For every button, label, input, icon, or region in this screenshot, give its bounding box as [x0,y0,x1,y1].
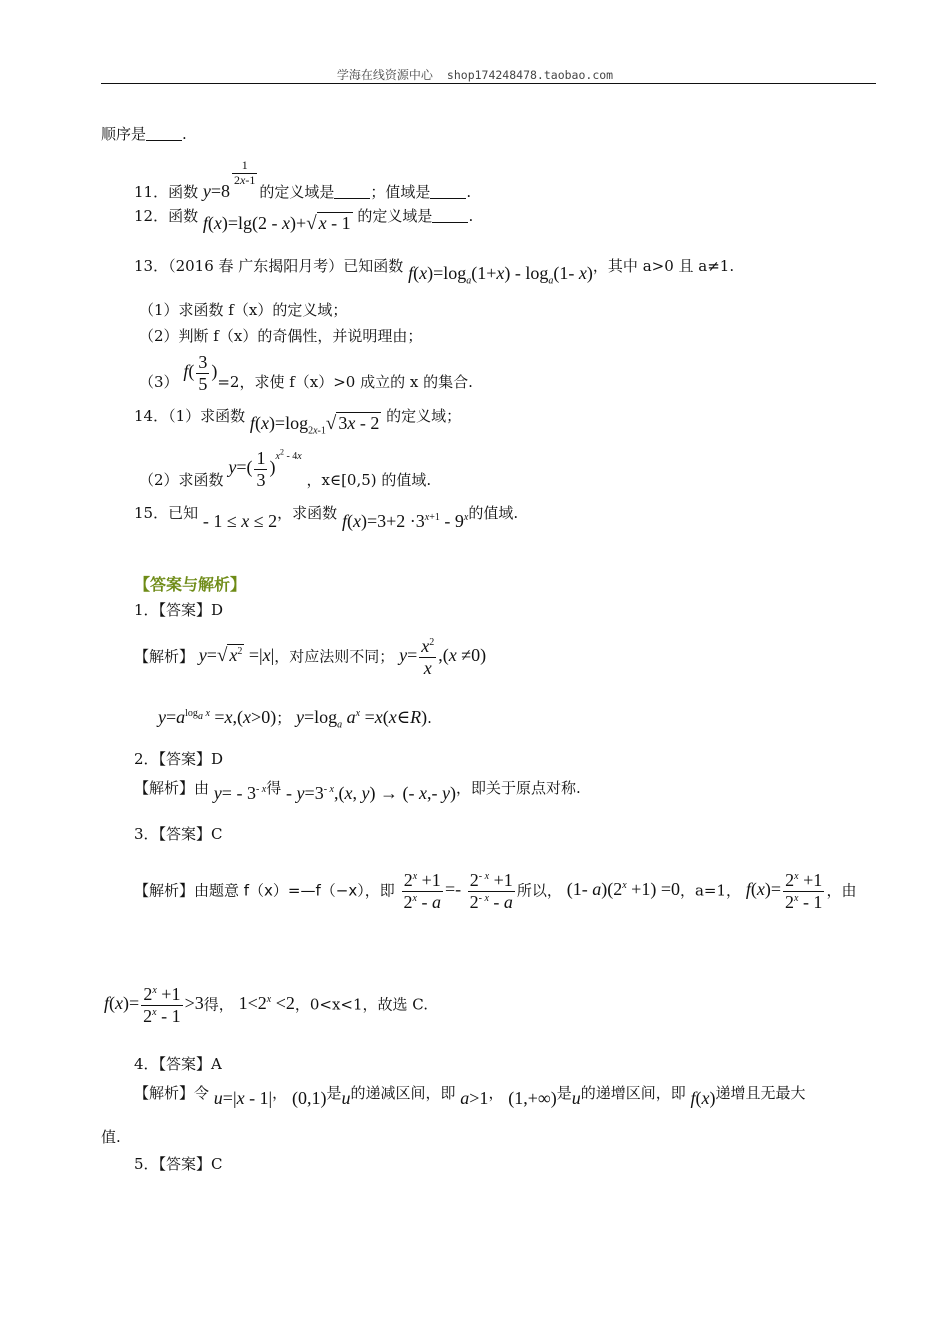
p10-tail: 顺序是 . [101,125,187,143]
header-shop: shop174248478.taobao.com [446,68,614,82]
problem-11: 11．函数 y=8 $^{\frac{1}{2x-1}}$ 的定义域是 ；值域是 . [134,158,472,201]
answer-1-explain-2: $y=a^{log_a x} =x,(x>0)$； $y=\log_a$ $a^x$ =x(x∈R). [158,707,432,731]
answer-4-line: 4．【答案】A [134,1055,222,1073]
header-title: 学海在线资源中心 [336,68,433,82]
header-rule [101,83,876,84]
answer-1-explain: 【解析】 y=√ $x^2 =|x|$，对应法则不同； y= $\frac{x^2}{x}$ ,(x ≠0) [134,636,487,678]
answer-3-explain-2: f(x)= $\frac{2^x +1}{2^x - 1}$ >3得， $1<2^x <2$，0<x<1，故选 C. [104,984,429,1026]
problem-15: 15．已知 - 1 ≤ x ≤ 2，求函数 $f(x)=3+2 \cdot 3^{x+1} - 9^x$的值域. [134,504,519,531]
problem-13-q1: （1）求函数 f（x）的定义域； [139,301,348,319]
answer-4-explain-2: 值. [101,1128,121,1146]
answer-1-line: 1．【答案】D [134,601,224,619]
answer-3-line: 3．【答案】C [134,825,223,843]
problem-14-q2: （2）求函数 y=( $\frac{1}{3}$ )$^{x^2 - 4x}$ ，x∈[0,5) 的值域. [139,447,432,490]
answer-3-explain: 【解析】由题意 f（x）=—f（−x），即 $\frac{2^x +1}{2^x - a}$ =- $\frac{2^{- x} +1}{2^{- x} - a}$ 所以， (1- $a)(2^x +1) =0$，a=1， f(x)= $\frac{2^x +1}{2^x - 1}$ ，由 [134,870,857,912]
answer-2-explain: 【解析】由 $y= - 3^{- x}$得 - $y=3^{- x},(x$, y) → (- x,- y)，即关于原点对称. [134,779,581,803]
page-header [0,66,950,83]
answers-heading: 【答案与解析】 [134,575,247,594]
problem-12: 12．函数 f(x)=lg(2 - x)+√ x - 1 的定义域是 . [134,207,474,234]
problem-13-q2: （2）判断 f（x）的奇偶性，并说明理由； [139,327,423,345]
answer-4-explain: 【解析】令 u=|x - 1|， (0,1)是u的递减区间，即 a>1， (1,+∞)是u的递增区间，即 f(x)递增且无最大 [134,1084,806,1108]
answer-2-line: 2．【答案】D [134,750,224,768]
problem-13: 13．（2016 春 广东揭阳月考）已知函数 $f(x)=\log_a(1+x) - \log_a(1-$ x)，其中 a>0 且 a≠1. [134,257,735,287]
answer-5-line: 5．【答案】C [134,1155,223,1173]
problem-13-q3: （3） f( $\frac{3}{5}$ )=2，求使 f（x）>0 成立的 x 的集合. [139,352,473,394]
problem-14-q1: 14．（1）求函数 $f(x)=\log_{2x-1}√$ 3x - 2 的定义域； [134,407,462,437]
